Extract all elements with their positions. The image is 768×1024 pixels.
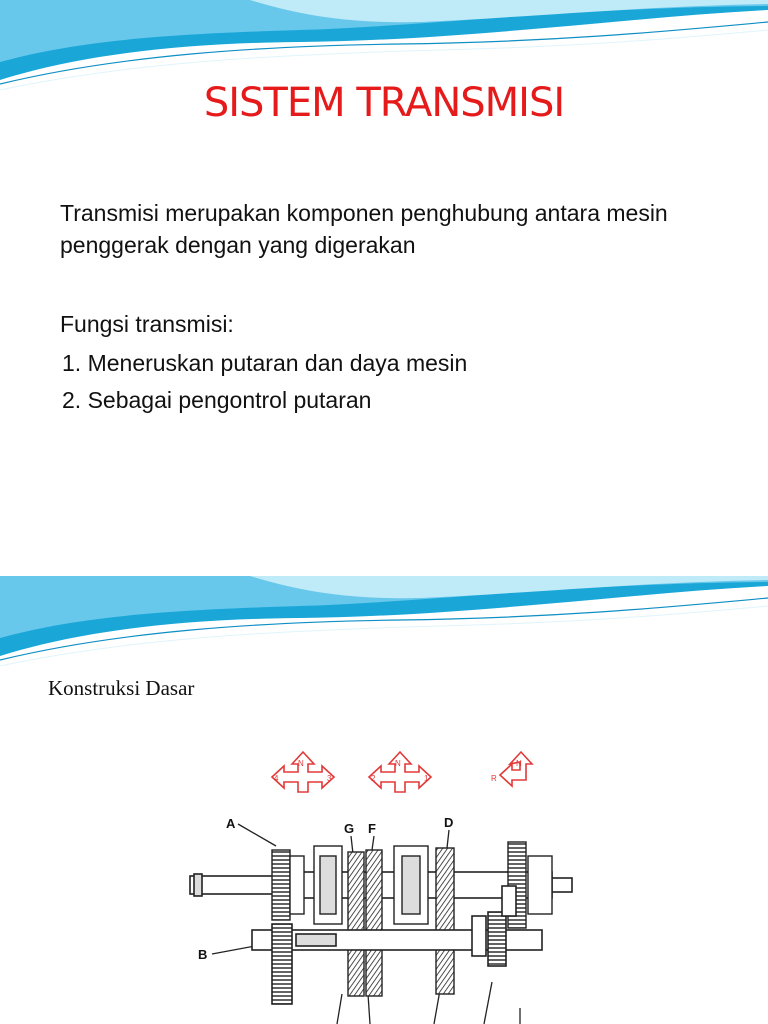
shift-pattern-icon [369,752,431,792]
definition-text: Transmisi merupakan komponen penghubung antara mesin penggerak dengan yang digerakan [60,200,668,258]
shift-label: 2 [371,774,376,783]
list-item: 1. Meneruskan putaran dan daya mesin [62,350,468,376]
part-label: B [198,947,208,962]
part-label: F [368,821,376,836]
shift-pattern-icon [500,752,532,786]
slide-title: SISTEM TRANSMISI [203,80,565,126]
header-wave [0,0,768,90]
shift-pattern-icon [272,752,334,792]
functions-list [62,345,467,419]
transmission-diagram [172,746,586,1024]
shift-label: 3 [327,774,332,783]
list-item: 2. Sebagai pengontrol putaran [62,387,372,413]
shift-label: 1 [424,774,429,783]
functions-heading: Fungsi transmisi: [60,311,234,337]
shift-label: N [298,759,304,768]
shift-label: R [491,774,497,783]
shift-label: 4 [274,774,279,783]
gears [272,842,552,996]
section-heading: Konstruksi Dasar [48,676,195,700]
part-label: A [226,816,236,831]
slide-2 [0,576,768,1024]
header-wave [0,576,768,666]
part-label: G [344,821,355,836]
shift-label: N [516,759,522,768]
part-label: D [444,815,454,830]
shift-label: N [395,759,401,768]
